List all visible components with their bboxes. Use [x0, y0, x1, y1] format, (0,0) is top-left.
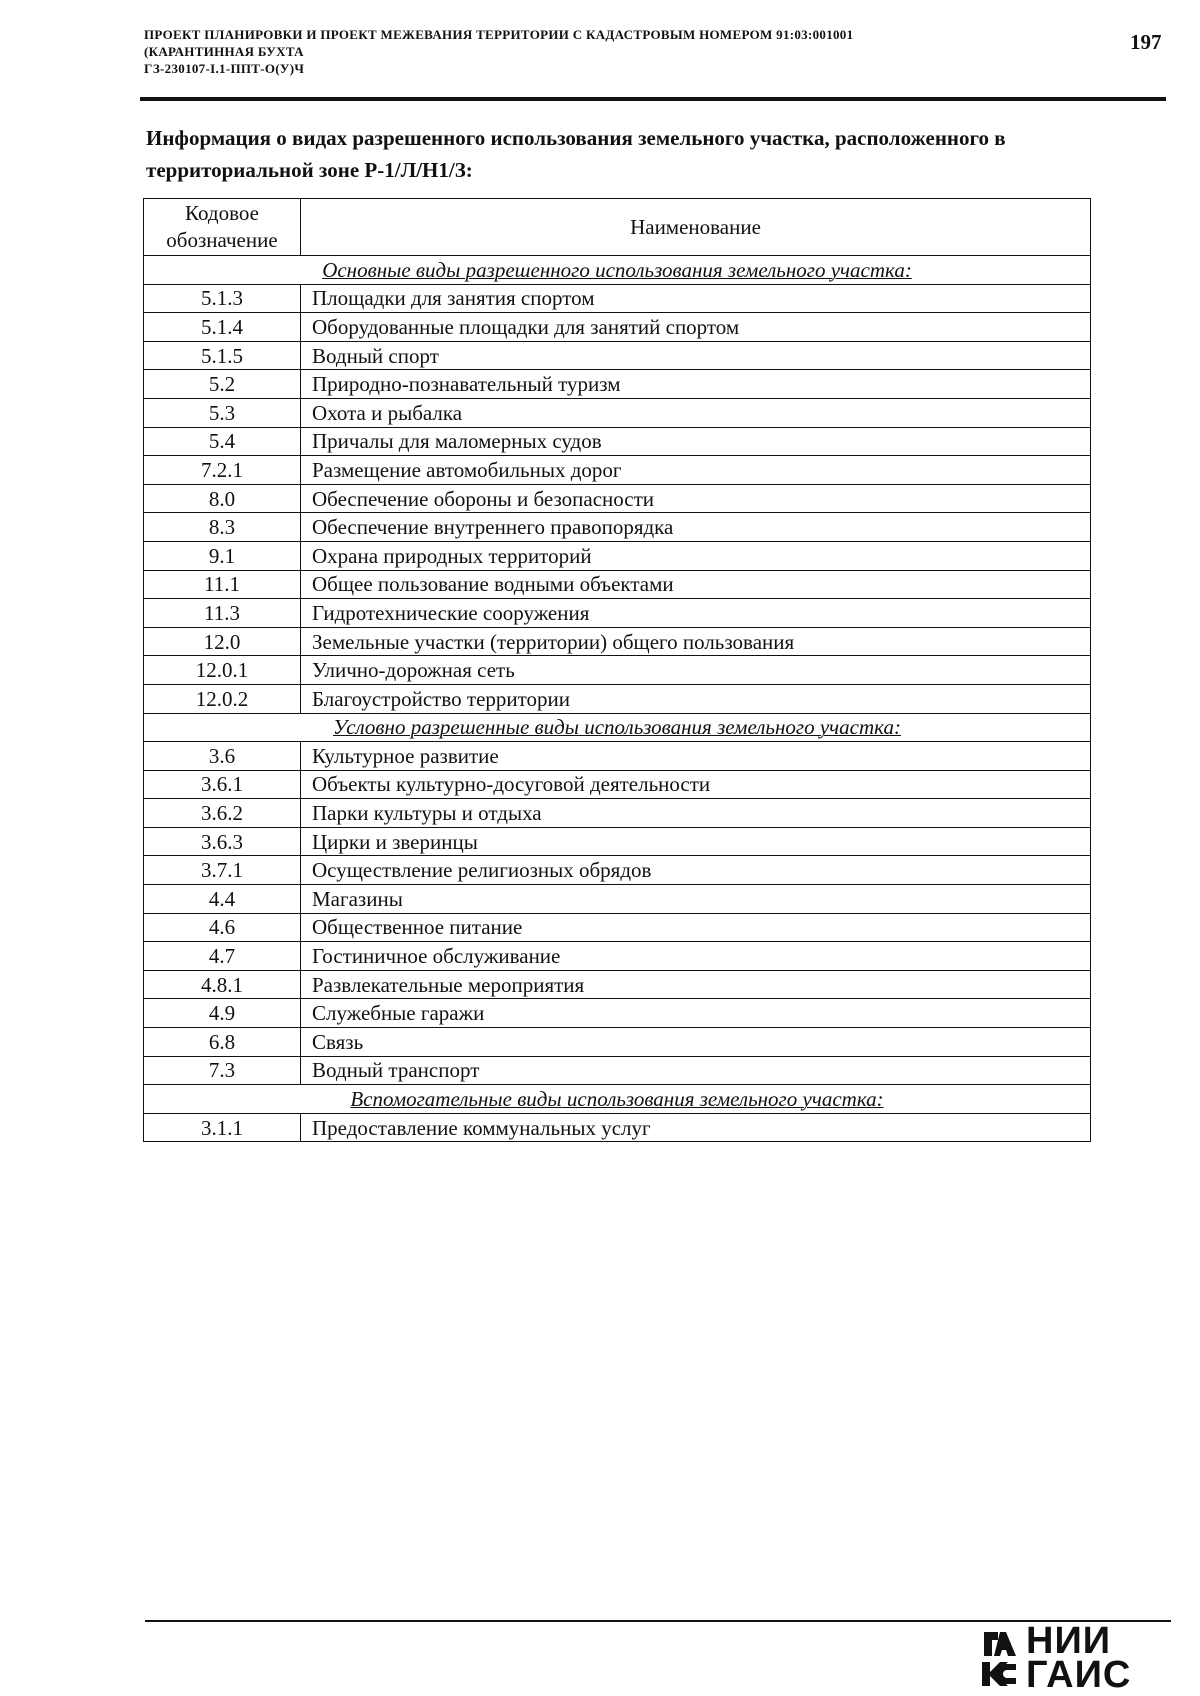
use-code-cell: 4.4: [144, 885, 301, 914]
table-row: [144, 313, 1091, 342]
table-body: [144, 256, 1091, 1142]
use-name-cell: Благоустройство территории: [301, 684, 1091, 713]
header-divider: [140, 97, 1166, 101]
section-title: Вспомогательные виды использования земельного участка:: [144, 1085, 1091, 1114]
use-name-cell: Размещение автомобильных дорог: [301, 456, 1091, 485]
use-code-cell: 9.1: [144, 541, 301, 570]
table-row: [144, 770, 1091, 799]
use-name-cell: Площадки для занятия спортом: [301, 284, 1091, 313]
use-code-cell: 5.1.5: [144, 341, 301, 370]
use-name-cell: Магазины: [301, 885, 1091, 914]
column-header-name: Наименование: [301, 199, 1091, 256]
use-code-cell: 7.3: [144, 1056, 301, 1085]
table-row: [144, 742, 1091, 771]
table-row: [144, 627, 1091, 656]
use-name-cell: Охрана природных территорий: [301, 541, 1091, 570]
header-line-3: ГЗ-230107-I.1-ППТ-О(У)Ч: [144, 61, 305, 76]
use-name-cell: Парки культуры и отдыха: [301, 799, 1091, 828]
use-code-cell: 12.0.1: [144, 656, 301, 685]
section-title: Основные виды разрешенного использования земельного участка:: [144, 256, 1091, 285]
use-code-cell: 11.3: [144, 599, 301, 628]
table-row: [144, 370, 1091, 399]
use-name-cell: Развлекательные мероприятия: [301, 970, 1091, 999]
table-row: [144, 856, 1091, 885]
use-name-cell: Обеспечение внутреннего правопорядка: [301, 513, 1091, 542]
use-code-cell: 12.0: [144, 627, 301, 656]
use-name-cell: Общее пользование водными объектами: [301, 570, 1091, 599]
table-row: [144, 799, 1091, 828]
table-row: [144, 1028, 1091, 1057]
table-row: [144, 913, 1091, 942]
table-row: [144, 599, 1091, 628]
use-name-cell: Осуществление религиозных обрядов: [301, 856, 1091, 885]
use-code-cell: 6.8: [144, 1028, 301, 1057]
page-number: 197: [1130, 30, 1162, 54]
table-section-row: [144, 256, 1091, 285]
use-code-cell: 3.6.1: [144, 770, 301, 799]
use-code-cell: 11.1: [144, 570, 301, 599]
table-row: [144, 284, 1091, 313]
logo-word-gais: ГАИС: [1026, 1654, 1132, 1696]
use-name-cell: Гостиничное обслуживание: [301, 942, 1091, 971]
table-row: [144, 656, 1091, 685]
use-name-cell: Обеспечение обороны и безопасности: [301, 484, 1091, 513]
use-name-cell: Природно-познавательный туризм: [301, 370, 1091, 399]
use-name-cell: Водный транспорт: [301, 1056, 1091, 1085]
use-code-cell: 3.1.1: [144, 1113, 301, 1142]
use-code-cell: 4.7: [144, 942, 301, 971]
use-name-cell: Водный спорт: [301, 341, 1091, 370]
header-line-2: (КАРАНТИННАЯ БУХТА: [144, 44, 304, 59]
section-title: Условно разрешенные виды использования земельного участка:: [144, 713, 1091, 742]
use-name-cell: Служебные гаражи: [301, 999, 1091, 1028]
logo-mark-icon: [978, 1630, 1018, 1690]
use-code-cell: 5.3: [144, 398, 301, 427]
table-row: [144, 827, 1091, 856]
use-name-cell: Оборудованные площадки для занятий спортом: [301, 313, 1091, 342]
company-logo: [978, 1620, 1173, 1696]
use-code-cell: 5.2: [144, 370, 301, 399]
use-name-cell: Культурное развитие: [301, 742, 1091, 771]
use-code-cell: 8.0: [144, 484, 301, 513]
table-row: [144, 1056, 1091, 1085]
use-code-cell: 3.7.1: [144, 856, 301, 885]
use-code-cell: 5.4: [144, 427, 301, 456]
table-row: [144, 427, 1091, 456]
use-code-cell: 7.2.1: [144, 456, 301, 485]
logo-word-nii: НИИ: [1026, 1620, 1112, 1662]
table-row: [144, 970, 1091, 999]
use-name-cell: Охота и рыбалка: [301, 398, 1091, 427]
table-row: [144, 484, 1091, 513]
table-row: [144, 999, 1091, 1028]
table-row: [144, 541, 1091, 570]
use-name-cell: Причалы для маломерных судов: [301, 427, 1091, 456]
use-name-cell: Цирки и зверинцы: [301, 827, 1091, 856]
table-row: [144, 942, 1091, 971]
land-use-table: [143, 198, 1091, 1142]
table-section-row: [144, 713, 1091, 742]
table-row: [144, 341, 1091, 370]
use-code-cell: 4.6: [144, 913, 301, 942]
table-row: [144, 570, 1091, 599]
use-name-cell: Общественное питание: [301, 913, 1091, 942]
table-section-row: [144, 1085, 1091, 1114]
section-heading: Информация о видах разрешенного использования земельного участка, расположенного в территориальной зоне Р-1/Л/Н1/З:: [146, 126, 1006, 182]
use-name-cell: Связь: [301, 1028, 1091, 1057]
use-code-cell: 12.0.2: [144, 684, 301, 713]
use-code-cell: 4.8.1: [144, 970, 301, 999]
use-name-cell: Гидротехнические сооружения: [301, 599, 1091, 628]
use-code-cell: 3.6.2: [144, 799, 301, 828]
table-row: [144, 684, 1091, 713]
header-line-1: ПРОЕКТ ПЛАНИРОВКИ И ПРОЕКТ МЕЖЕВАНИЯ ТЕРРИТОРИИ С КАДАСТРОВЫМ НОМЕРОМ 91:03:001001: [144, 27, 854, 42]
table-row: [144, 456, 1091, 485]
table-header-row: [144, 199, 1091, 256]
use-name-cell: Предоставление коммунальных услуг: [301, 1113, 1091, 1142]
use-code-cell: 3.6.3: [144, 827, 301, 856]
use-name-cell: Объекты культурно-досуговой деятельности: [301, 770, 1091, 799]
footer-divider: [145, 1620, 1171, 1622]
use-code-cell: 4.9: [144, 999, 301, 1028]
use-code-cell: 8.3: [144, 513, 301, 542]
table-row: [144, 513, 1091, 542]
use-code-cell: 5.1.4: [144, 313, 301, 342]
document-header: [144, 26, 1084, 77]
table-row: [144, 885, 1091, 914]
use-name-cell: Улично-дорожная сеть: [301, 656, 1091, 685]
use-code-cell: 3.6: [144, 742, 301, 771]
column-header-code: Кодовое обозначение: [144, 199, 301, 256]
table-row: [144, 1113, 1091, 1142]
use-name-cell: Земельные участки (территории) общего пользования: [301, 627, 1091, 656]
table-row: [144, 398, 1091, 427]
use-code-cell: 5.1.3: [144, 284, 301, 313]
